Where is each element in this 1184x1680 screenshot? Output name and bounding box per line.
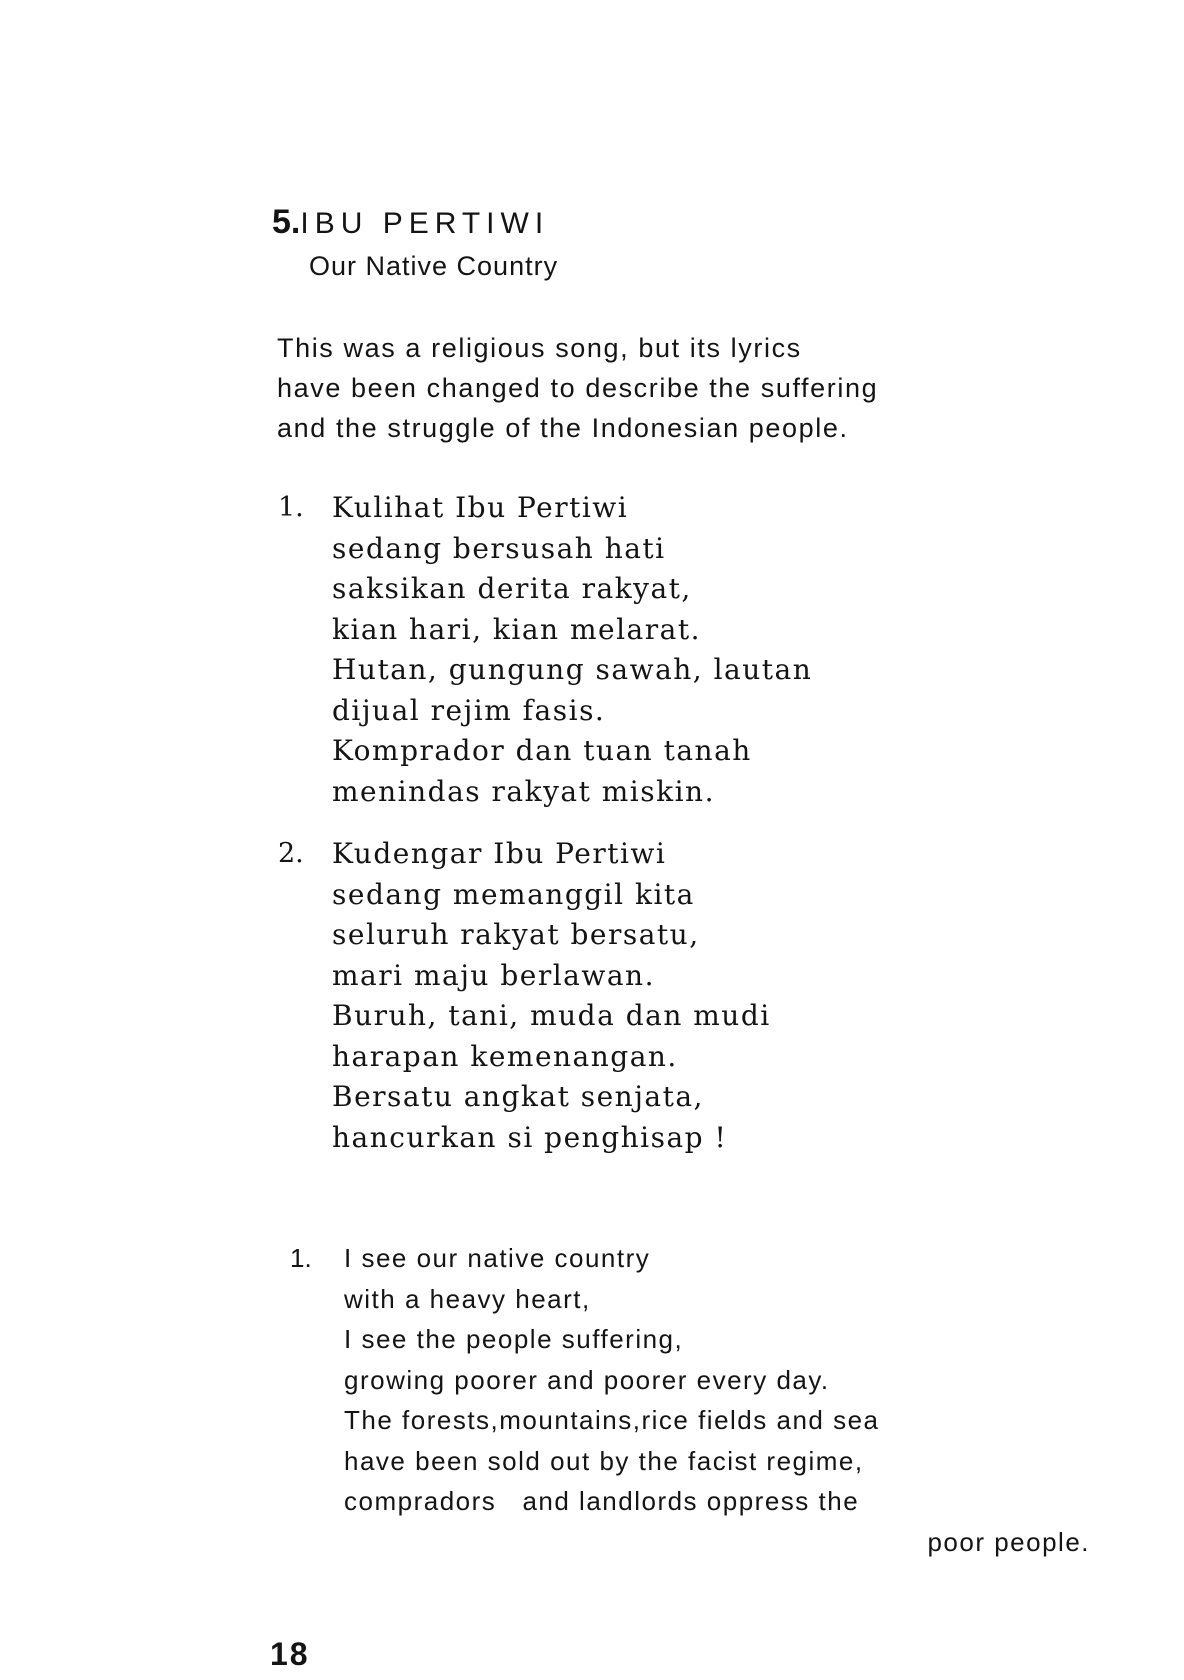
verse-number: 2. [278, 838, 304, 869]
song-number: 5. [272, 203, 301, 241]
translation-line: with a heavy heart, [344, 1283, 591, 1314]
intro-line: have been changed to describe the suffering [277, 373, 879, 403]
intro-paragraph [277, 328, 1097, 448]
translation-line: The forests,mountains,rice fields and sea [344, 1405, 880, 1435]
verse-lines [332, 834, 878, 1158]
verse-line: harapan kemenangan. [332, 1039, 678, 1073]
verse-number: 1. [278, 492, 304, 523]
verse-line: sedang memanggil kita [332, 877, 695, 911]
translation-verse-1 [290, 1238, 1110, 1562]
translation-line: have been sold out by the facist regime, [344, 1445, 864, 1476]
intro-line: and the struggle of the Indonesian people. [277, 413, 849, 443]
verse-lines [332, 488, 878, 812]
verse-line: seluruh rakyat bersatu, [332, 918, 700, 951]
verse-line: Komprador dan tuan tanah [332, 734, 752, 767]
translation-lines [344, 1238, 1110, 1562]
verse-line: mari maju berlawan. [332, 958, 655, 992]
verse-line: Buruh, tani, muda dan mudi [332, 999, 771, 1032]
translation-line: I see our native country [344, 1243, 651, 1273]
verse-1 [278, 488, 878, 812]
verse-line: Kulihat Ibu Pertiwi [332, 491, 629, 524]
verse-line: hancurkan si penghisap ! [332, 1120, 728, 1154]
translation-line: growing poorer and poorer every day. [344, 1364, 830, 1395]
verse-line: dijual rejim fasis. [332, 693, 606, 727]
song-heading [272, 205, 549, 241]
song-subtitle: Our Native Country [309, 251, 559, 281]
translation-line: I see the people suffering, [344, 1324, 684, 1354]
verse-line: Hutan, gungung sawah, lautan [332, 653, 813, 686]
intro-line: This was a religious song, but its lyrics [277, 333, 802, 363]
verse-line: Kudengar Ibu Pertiwi [332, 837, 667, 870]
verse-2 [278, 834, 878, 1158]
translation-number: 1. [290, 1243, 312, 1273]
translation-line: poor people. [927, 1526, 1090, 1557]
verse-line: saksikan derita rakyat, [332, 572, 692, 605]
page-number: 18 [270, 1636, 310, 1672]
verse-line: menindas rakyat miskin. [332, 774, 715, 808]
translation-line: compradors and landlords oppress the [344, 1486, 860, 1516]
verse-line: Bersatu angkat senjata, [332, 1080, 704, 1113]
verse-line: sedang bersusah hati [332, 531, 666, 565]
verse-line: kian hari, kian melarat. [332, 612, 701, 646]
song-title: IBU PERTIWI [300, 207, 550, 240]
